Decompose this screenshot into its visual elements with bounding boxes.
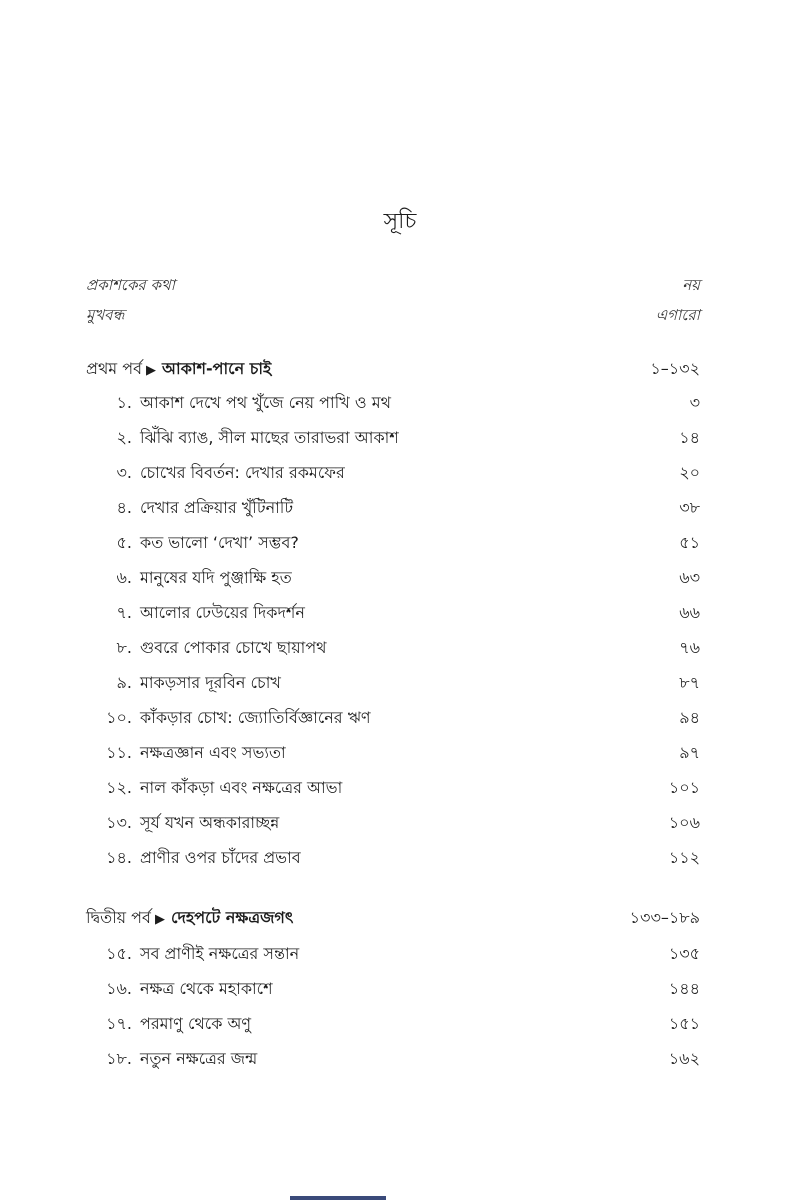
chapter-title: পরমাণু থেকে অণু bbox=[140, 1014, 252, 1033]
chapter-row bbox=[86, 495, 700, 523]
chapter-row bbox=[86, 565, 700, 593]
chapter-title: আলোর ঢেউয়ের দিকদর্শন bbox=[140, 603, 305, 622]
chapter-number: ৯. bbox=[116, 673, 132, 692]
chapter-number: ৬. bbox=[116, 568, 132, 587]
chapter-page: ৩৮ bbox=[679, 498, 700, 517]
part-title: আকাশ-পানে চাই bbox=[162, 359, 272, 378]
chapter-row bbox=[86, 600, 700, 628]
chapter-number: ১৪. bbox=[106, 848, 132, 867]
part-pages: ১৩৩–১৮৯ bbox=[629, 908, 700, 927]
chapter-page: ২০ bbox=[679, 463, 700, 482]
front-matter-page: নয় bbox=[682, 276, 700, 294]
chapter-row bbox=[86, 390, 700, 418]
chapter-title: কাঁকড়ার চোখ: জ্যোতির্বিজ্ঞানের ঋণ bbox=[140, 708, 371, 727]
chapter-row bbox=[86, 740, 700, 768]
part-pages: ১–১৩২ bbox=[650, 359, 700, 378]
chapter-title: ঝিঁঝি ব্যাঙ, সীল মাছের তারাভরা আকাশ bbox=[140, 428, 399, 447]
chapter-page: ৩ bbox=[689, 393, 700, 412]
chapter-row bbox=[86, 635, 700, 663]
chapter-title: কত ভালো ‘দেখা’ সম্ভব? bbox=[140, 533, 299, 552]
chapter-page: ১৪৪ bbox=[668, 979, 700, 998]
chapter-title: নতুন নক্ষত্রের জন্ম bbox=[140, 1049, 258, 1068]
chapter-number: ৭. bbox=[116, 603, 132, 622]
chapter-row bbox=[86, 1046, 700, 1074]
chapter-page: ৬৩ bbox=[679, 568, 700, 587]
chapter-page: ১৬২ bbox=[668, 1049, 700, 1068]
chapter-title: মাকড়সার দূরবিন চোখ bbox=[140, 673, 281, 692]
front-matter-label: মুখবন্ধ bbox=[86, 306, 125, 324]
arrow-icon: ▶ bbox=[146, 363, 157, 378]
chapter-title: গুবরে পোকার চোখে ছায়াপথ bbox=[140, 638, 327, 657]
chapter-number: ১০. bbox=[106, 708, 132, 727]
part-prefix: প্রথম পর্ব bbox=[86, 359, 143, 378]
chapter-row bbox=[86, 425, 700, 453]
chapter-number: ২. bbox=[116, 428, 132, 447]
chapter-page: ১৩৫ bbox=[668, 944, 700, 963]
front-matter-label: প্রকাশকের কথা bbox=[86, 276, 176, 294]
page-title: সূচি bbox=[383, 209, 417, 234]
chapter-title: নক্ষত্রজ্ঞান এবং সভ্যতা bbox=[140, 743, 286, 762]
chapter-number: ১১. bbox=[106, 743, 132, 762]
front-matter-item bbox=[86, 304, 700, 330]
chapter-title: প্রাণীর ওপর চাঁদের প্রভাব bbox=[140, 848, 301, 867]
chapter-row bbox=[86, 845, 700, 873]
chapter-row bbox=[86, 976, 700, 1004]
chapter-number: ৮. bbox=[116, 638, 132, 657]
chapter-number: ৫. bbox=[116, 533, 132, 552]
chapter-number: ১৭. bbox=[106, 1014, 132, 1033]
arrow-icon: ▶ bbox=[154, 912, 165, 927]
chapter-number: ১. bbox=[116, 393, 132, 412]
part-heading bbox=[86, 905, 700, 933]
page-edge-mark bbox=[290, 1196, 386, 1200]
chapter-title: মানুষের যদি পুঞ্জাক্ষি হত bbox=[140, 568, 292, 587]
chapter-row bbox=[86, 670, 700, 698]
chapter-page: ১০১ bbox=[668, 778, 700, 797]
chapter-title: নাল কাঁকড়া এবং নক্ষত্রের আভা bbox=[140, 778, 343, 797]
chapter-page: ১৫১ bbox=[668, 1014, 700, 1033]
chapter-row bbox=[86, 460, 700, 488]
part-title: দেহপটে নক্ষত্রজগৎ bbox=[170, 908, 294, 927]
chapter-page: ১৪ bbox=[679, 428, 700, 447]
chapter-page: ১০৬ bbox=[668, 813, 700, 832]
chapter-title: আকাশ দেখে পথ খুঁজে নেয় পাখি ও মথ bbox=[140, 393, 391, 412]
chapter-page: ৫১ bbox=[679, 533, 700, 552]
chapter-row bbox=[86, 810, 700, 838]
part-heading bbox=[86, 356, 700, 384]
chapter-page: ৯৪ bbox=[679, 708, 700, 727]
part-prefix: দ্বিতীয় পর্ব bbox=[86, 908, 151, 927]
chapter-row bbox=[86, 530, 700, 558]
chapter-page: ৬৬ bbox=[679, 603, 700, 622]
chapter-number: ৩. bbox=[116, 463, 132, 482]
chapter-row bbox=[86, 705, 700, 733]
front-matter-page: এগারো bbox=[655, 306, 700, 324]
chapter-row bbox=[86, 941, 700, 969]
chapter-number: ৪. bbox=[116, 498, 132, 517]
chapter-page: ৭৬ bbox=[679, 638, 700, 657]
chapter-title: সব প্রাণীই নক্ষত্রের সন্তান bbox=[140, 944, 300, 963]
chapter-title: সূর্য যখন অন্ধকারাচ্ছন্ন bbox=[140, 813, 280, 832]
chapter-title: চোখের বিবর্তন: দেখার রকমফের bbox=[140, 463, 345, 482]
chapter-title: নক্ষত্র থেকে মহাকাশে bbox=[140, 979, 273, 998]
chapter-number: ১৬. bbox=[106, 979, 132, 998]
chapter-number: ১৫. bbox=[106, 944, 132, 963]
chapter-page: ৮৭ bbox=[679, 673, 700, 692]
chapter-number: ১২. bbox=[106, 778, 132, 797]
chapter-row bbox=[86, 1011, 700, 1039]
chapter-row bbox=[86, 775, 700, 803]
chapter-number: ১৩. bbox=[106, 813, 132, 832]
chapter-title: দেখার প্রক্রিয়ার খুঁটিনাটি bbox=[140, 498, 294, 517]
chapter-page: ৯৭ bbox=[679, 743, 700, 762]
front-matter-item bbox=[86, 274, 700, 300]
chapter-page: ১১২ bbox=[668, 848, 700, 867]
chapter-number: ১৮. bbox=[106, 1049, 132, 1068]
